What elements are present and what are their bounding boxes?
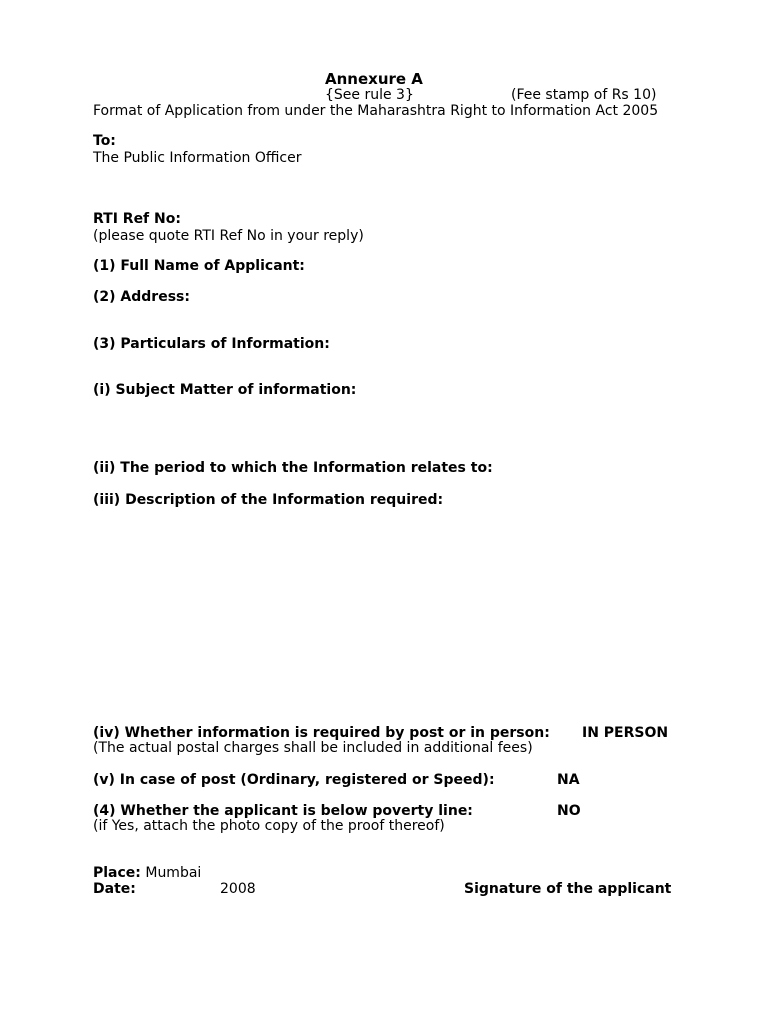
place-line [93,865,201,882]
date-value: 2008 [220,881,256,897]
date-label: Date: [93,881,136,897]
poverty-value: NO [557,803,581,819]
post-type-value: NA [557,772,580,788]
signature-label: Signature of the applicant [464,881,672,897]
subject-label: (i) Subject Matter of information: [93,382,357,398]
format-line: Format of Application from under the Maharashtra Right to Information Act 2005 [93,103,659,119]
place-value: Mumbai [145,865,202,881]
poverty-label: (4) Whether the applicant is below poverty line: [93,803,473,819]
to-label: To: [93,133,116,149]
address-label: (2) Address: [93,289,190,305]
post-type-label: (v) In case of post (Ordinary, registered or Speed): [93,772,495,788]
post-or-person-value: IN PERSON [582,725,669,741]
post-or-person-label: (iv) Whether information is required by post or in person: [93,725,550,741]
poverty-note: (if Yes, attach the photo copy of the proof thereof) [93,818,445,834]
particulars-label: (3) Particulars of Information: [93,336,330,352]
full-name-label: (1) Full Name of Applicant: [93,258,305,274]
rti-ref-note: (please quote RTI Ref No in your reply) [93,228,364,244]
description-label: (iii) Description of the Information required: [93,492,444,508]
fee-stamp-note: (Fee stamp of Rs 10) [511,87,657,103]
document-title: Annexure A [325,70,423,88]
place-label: Place: [93,865,141,881]
rule-reference: {See rule 3} [325,87,414,103]
rti-ref-label: RTI Ref No: [93,211,181,227]
period-label: (ii) The period to which the Information relates to: [93,460,493,476]
postal-charges-note: (The actual postal charges shall be included in additional fees) [93,740,533,756]
recipient: The Public Information Officer [93,150,302,166]
